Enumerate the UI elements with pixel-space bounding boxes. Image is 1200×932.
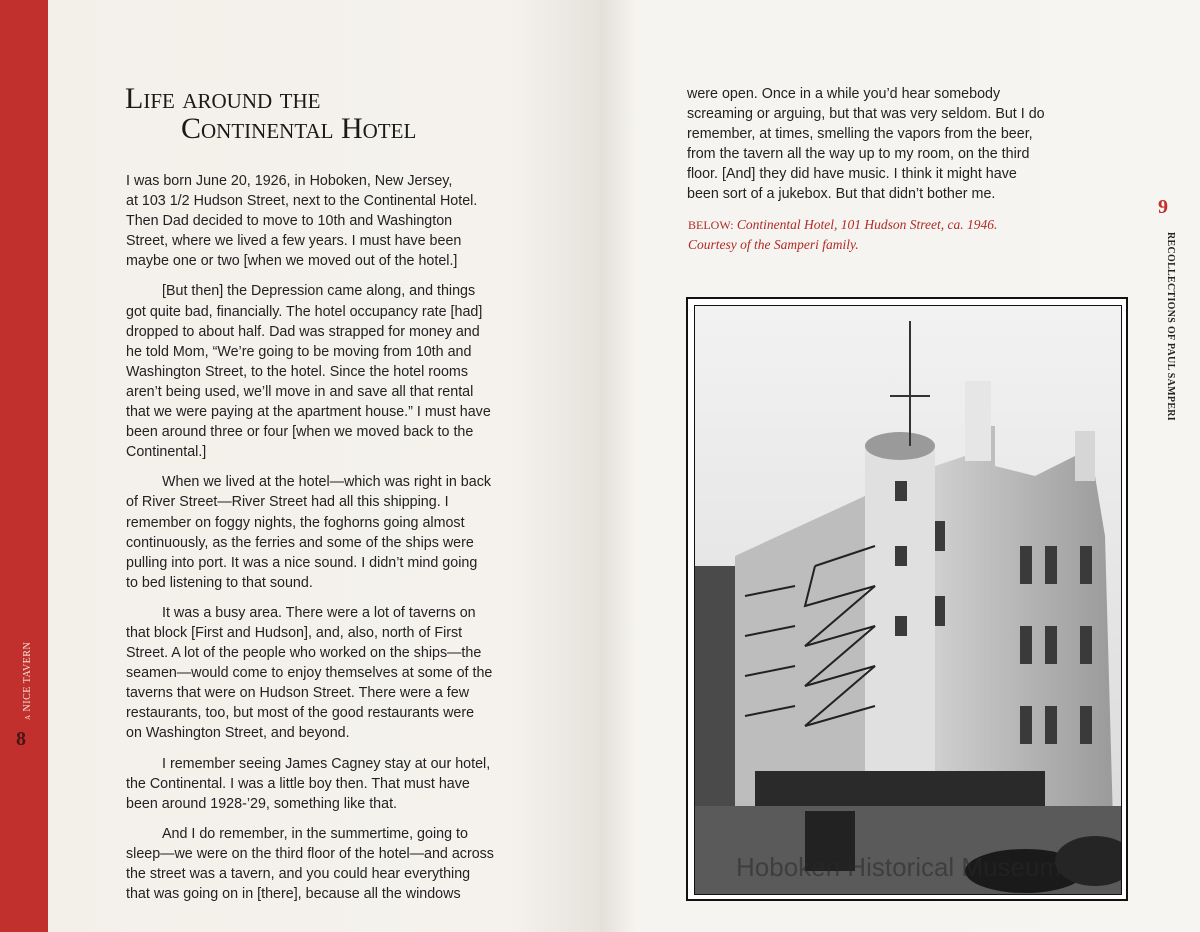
paragraph <box>126 281 494 462</box>
red-margin-strip <box>0 0 48 932</box>
text-line: I remember seeing James Cagney stay at our hotel, <box>162 755 491 772</box>
text-line: to bed listening to that sound. <box>126 574 313 591</box>
text-line: floor. [And] they did have music. I think it might have <box>687 166 1017 183</box>
text-line: Street, where we lived a few years. I must have been <box>126 233 462 250</box>
text-line: been sort of a jukebox. But that didn’t bother me. <box>687 186 996 203</box>
text-line: [But then] the Depression came along, and things <box>162 283 476 300</box>
running-head-right: RECOLLECTIONS OF PAUL SAMPERI <box>1165 232 1176 422</box>
text-line: he told Mom, “We’re going to be moving from 10th and <box>126 343 472 360</box>
text-line: that was going on in [there], because all the windows <box>126 886 461 903</box>
page-number-right: 9 <box>1158 196 1168 218</box>
caption-line-1: Continental Hotel, 101 Hudson Street, ca. 1946. <box>736 217 998 232</box>
right-body-text <box>687 84 1045 215</box>
text-line: that we were paying at the apartment house.” I must have <box>126 404 491 421</box>
text-line: maybe one or two [when we moved out of the hotel.] <box>126 253 458 270</box>
paragraph <box>126 603 494 744</box>
running-head-left: a NICE TAVERN <box>22 641 33 720</box>
text-line: Street. A lot of the people who worked on the ships—the <box>126 645 482 662</box>
text-line: pulling into port. It was a nice sound. I didn’t mind going <box>126 554 478 571</box>
title-line-2: Continental Hotel <box>181 112 417 145</box>
text-line: got quite bad, financially. The hotel occupancy rate [had] <box>126 303 483 320</box>
text-line: It was a busy area. There were a lot of taverns on <box>162 604 476 621</box>
text-line: sleep—we were on the third floor of the hotel—and across <box>126 845 494 862</box>
left-body-text <box>126 171 494 914</box>
text-line: Then Dad decided to move to 10th and Washington <box>126 213 453 230</box>
text-line: on Washington Street, and beyond. <box>126 725 350 742</box>
paragraph <box>687 84 1045 205</box>
paragraph <box>126 472 494 593</box>
text-line: aren’t being used, we’ll move in and save all that rental <box>126 383 474 400</box>
chapter-title <box>125 84 416 144</box>
text-line: at 103 1/2 Hudson Street, next to the Continental Hotel. <box>126 193 478 210</box>
caption-line-2: Courtesy of the Samperi family. <box>688 237 859 252</box>
photo-frame <box>686 297 1128 901</box>
continental-hotel-image <box>695 306 1121 894</box>
text-line: I was born June 20, 1926, in Hoboken, New Jersey, <box>126 173 453 189</box>
hotel-photo <box>694 305 1122 895</box>
text-line: screaming or arguing, but that was very seldom. But I do <box>687 106 1045 123</box>
text-line: restaurants, too, but most of the good restaurants were <box>126 705 475 722</box>
caption-lead: BELOW: <box>688 218 734 232</box>
title-line-1: Life around the <box>125 82 321 115</box>
paragraph <box>126 754 494 814</box>
text-line: seamen—would come to enjoy themselves at some of the <box>126 665 493 682</box>
text-line: were open. Once in a while you’d hear somebody <box>687 86 1001 102</box>
text-line: remember, at times, smelling the vapors from the beer, <box>687 126 1033 143</box>
text-line: that block [First and Hudson], and, also, north of First <box>126 624 463 641</box>
photo-caption <box>688 215 997 254</box>
museum-watermark: Hoboken Historical Museum <box>736 852 1062 882</box>
text-line: the street was a tavern, and you could hear everything <box>126 866 471 882</box>
text-line: And I do remember, in the summertime, going to <box>162 825 468 842</box>
text-line: dropped to about half. Dad was strapped for money and <box>126 323 480 340</box>
text-line: been around 1928-’29, something like that. <box>126 795 398 812</box>
paragraph <box>126 824 494 904</box>
text-line: remember on foggy nights, the foghorns going almost <box>126 514 465 531</box>
text-line: continuously, as the ferries and some of the ships were <box>126 534 474 551</box>
page-number-left: 8 <box>16 728 26 750</box>
text-line: When we lived at the hotel—which was right in back <box>162 474 491 491</box>
text-line: taverns that were on Hudson Street. There were a few <box>126 685 470 702</box>
text-line: the Continental. I was a little boy then. That must have <box>126 775 470 792</box>
text-line: of River Street—River Street had all this shipping. I <box>126 494 449 511</box>
text-line: from the tavern all the way up to my room, on the third <box>687 146 1030 163</box>
paragraph <box>126 171 494 271</box>
text-line: Washington Street, to the hotel. Since the hotel rooms <box>126 363 468 380</box>
text-line: Continental.] <box>126 444 207 461</box>
text-line: been around three or four [when we moved back to the <box>126 424 474 441</box>
